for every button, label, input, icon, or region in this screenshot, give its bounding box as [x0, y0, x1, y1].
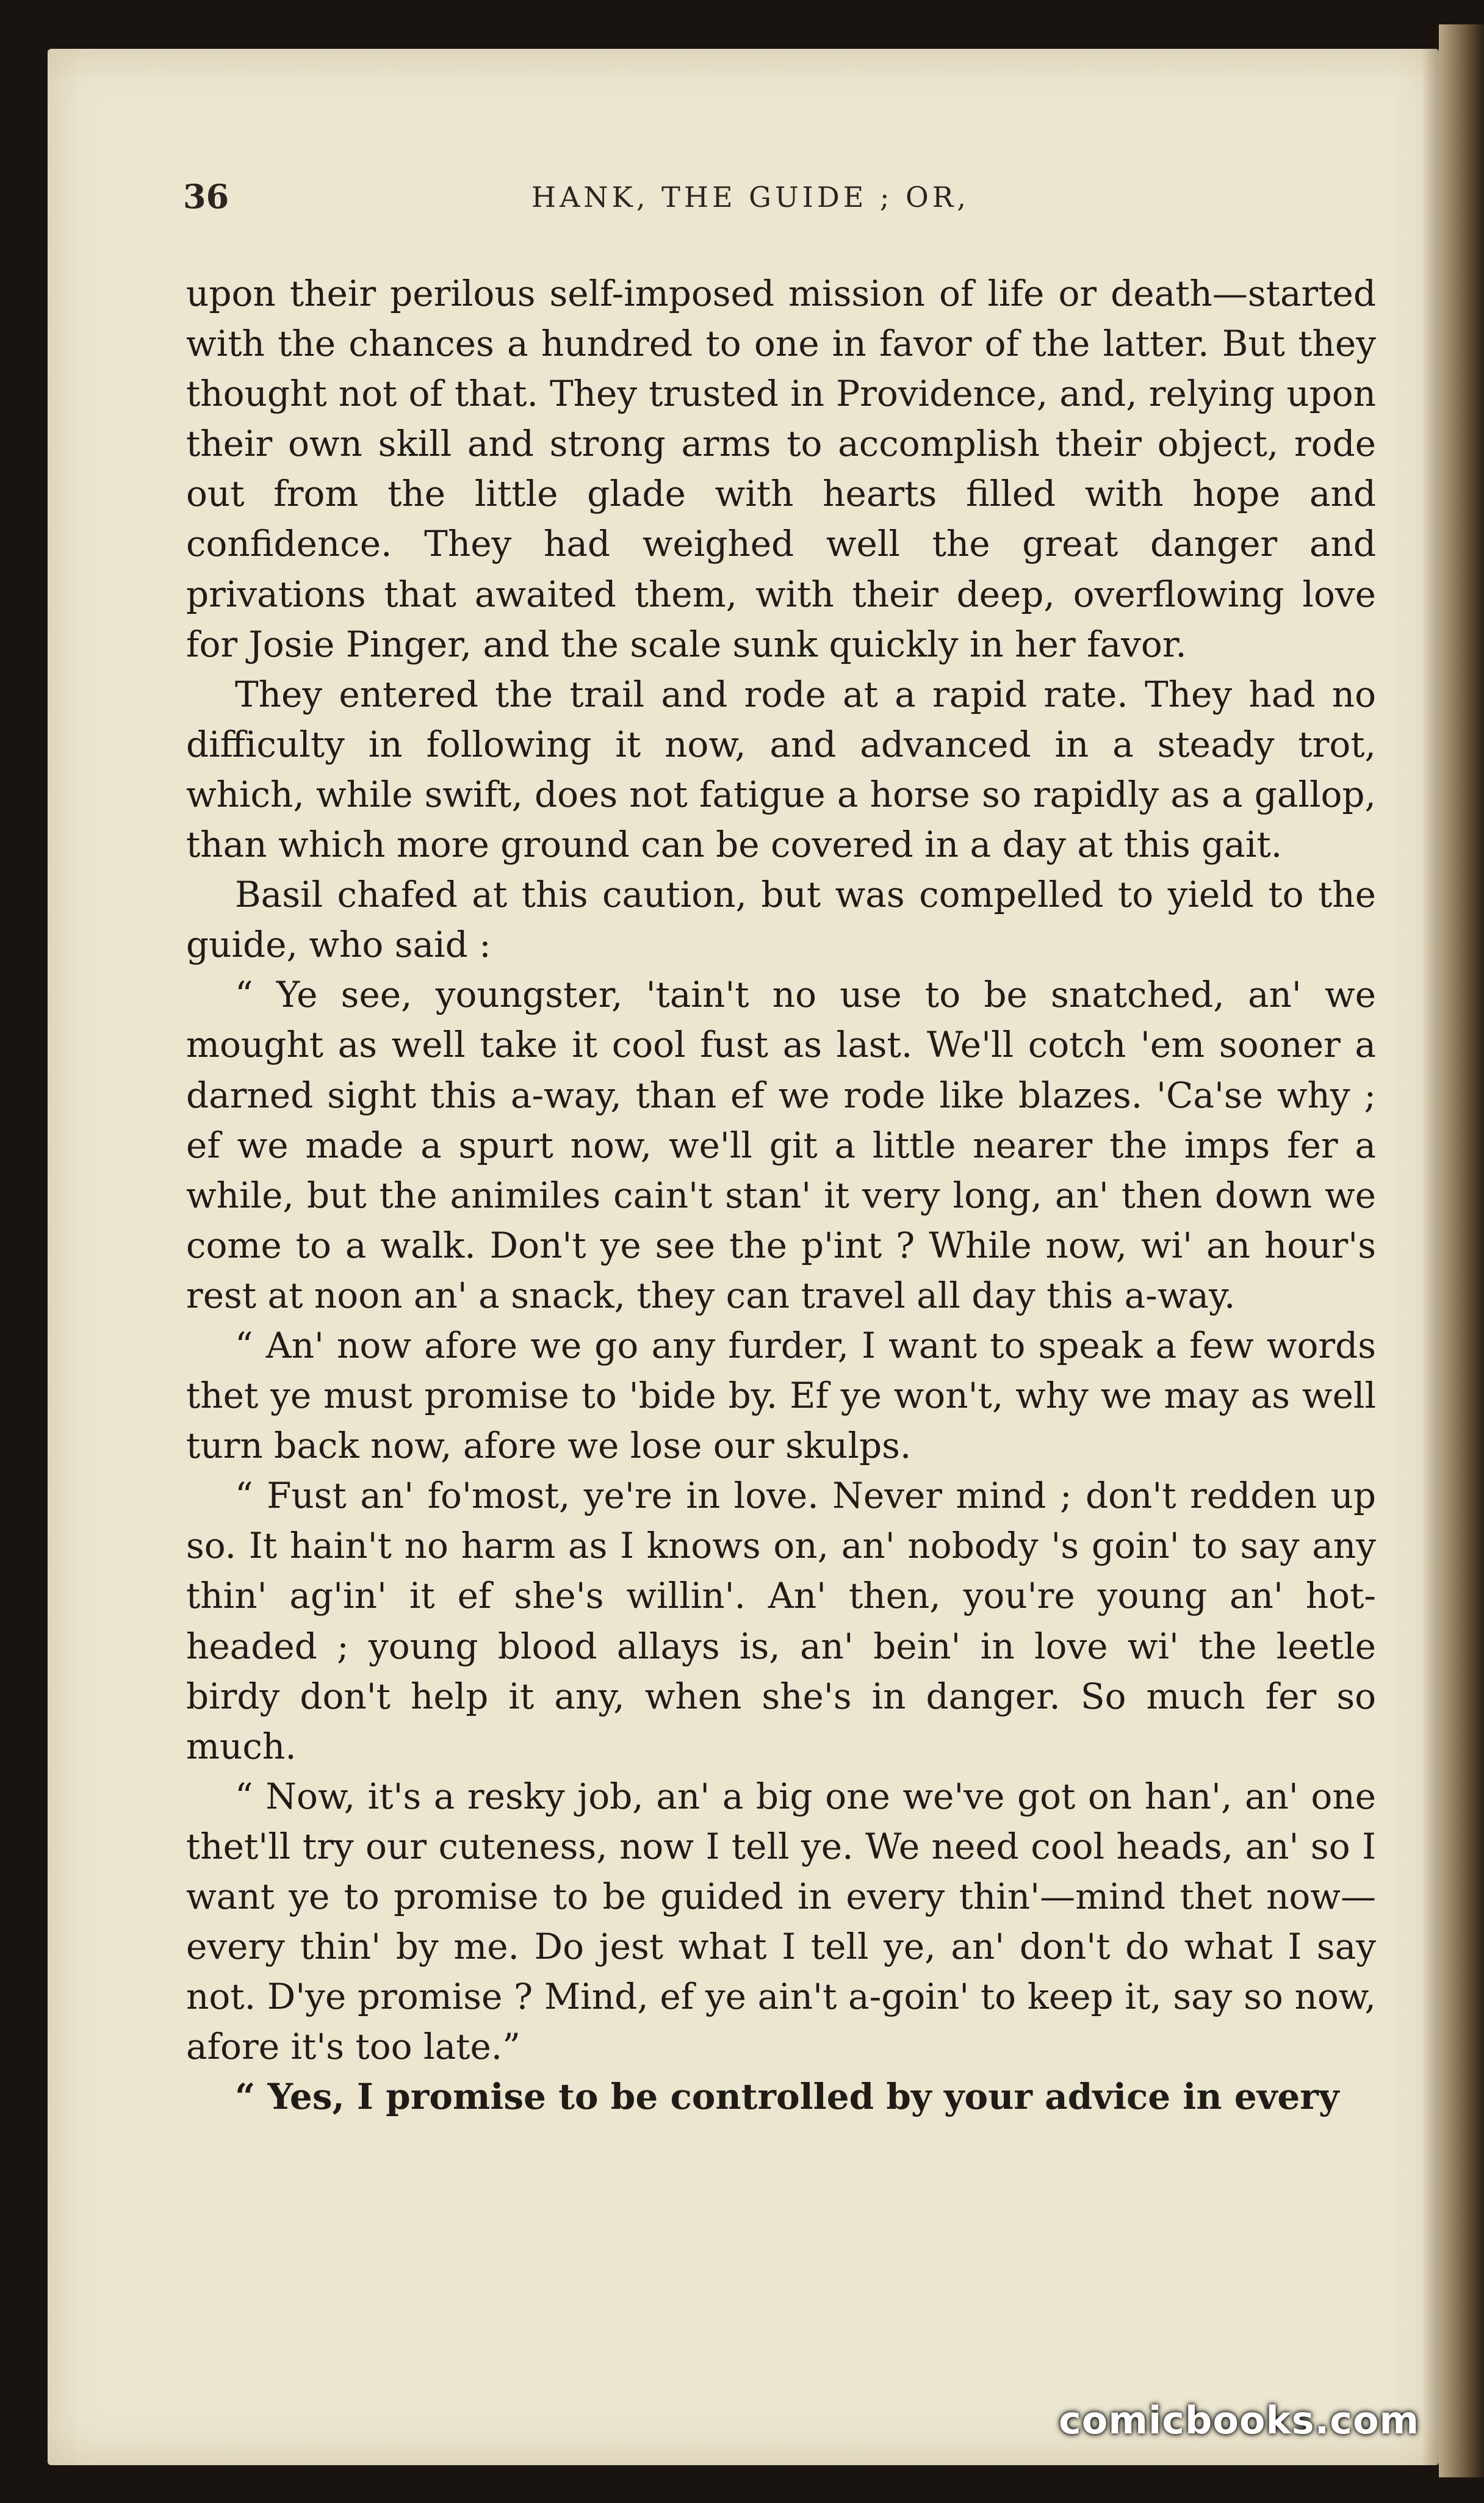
book-spine [1439, 24, 1484, 2477]
paragraph: “ Ye see, youngster, 'tain't no use to be snatched, an' we mought as well take it cool fust as last. We'll cotch 'em sooner a darned sight this a-way, than ef we rode like blazes. 'Ca'se why ; ef we made a spurt now, we'll git a little nearer the imps fer a while, but the animiles cain't stan' it very long, an' then down we come to a walk. Don't ye see the p'int ? While now, wi' an hour's rest at noon an' a snack, they can travel all day this a-way. [186, 974, 1376, 1316]
paragraph: upon their perilous self-imposed mission of life or death—started with the chances a hundred to one in favor of the latter. But they thought not of that. They trusted in Providence, and, relying upon their own skill and strong arms to accomplish their object, rode out from the little glade with hearts filled with hope and confidence. They had weighed well the great danger and privations that awaited them, with their deep, overflowing love for Josie Pinger, and the scale sunk quickly in her favor. [186, 273, 1376, 665]
page-fold-shadow [1422, 49, 1439, 2465]
paragraph: “ Now, it's a resky job, an' a big one we've got on han', an' one thet'll try our cuteness, now I tell ye. We need cool heads, an' so I want ye to promise to be guided in every thin'—mind thet now—every thin' by me. Do jest what I tell ye, an' don't do what I say not. D'ye promise ? Mind, ef ye ain't a-goin' to keep it, say so now, afore it's too late.” [186, 1775, 1376, 2068]
paragraph: They entered the trail and rode at a rapid rate. They had no difficulty in following it now, and advanced in a steady trot, which, while swift, does not fatigue a horse so rapidly as a gallop, than which more ground can be covered in a day at this gait. [186, 673, 1376, 866]
page-number: 36 [183, 177, 229, 216]
body-text [186, 268, 1376, 2122]
running-head: HANK, THE GUIDE ; OR, [531, 181, 970, 214]
paragraph: Basil chafed at this caution, but was compelled to yield to the guide, who said : [186, 874, 1376, 966]
paragraph: “ Yes, I promise to be controlled by your advice in every [235, 2076, 1339, 2118]
paragraph: “ Fust an' fo'most, ye're in love. Never mind ; don't redden up so. It hain't no harm as I knows on, an' nobody 's goin' to say any thin' ag'in' it ef she's willin'. An' then, you're young an' hot-headed ; young blood allays is, an' bein' in love wi' the leetle birdy don't help it any, when she's in danger. So much fer so much. [186, 1475, 1376, 1767]
page-header [140, 177, 1361, 232]
paragraph: “ An' now afore we go any furder, I want to speak a few words thet ye must promise to 'bide by. Ef ye won't, why we may as well turn back now, afore we lose our skulps. [186, 1324, 1376, 1467]
site-watermark: comicbooks.com [1059, 2398, 1420, 2443]
